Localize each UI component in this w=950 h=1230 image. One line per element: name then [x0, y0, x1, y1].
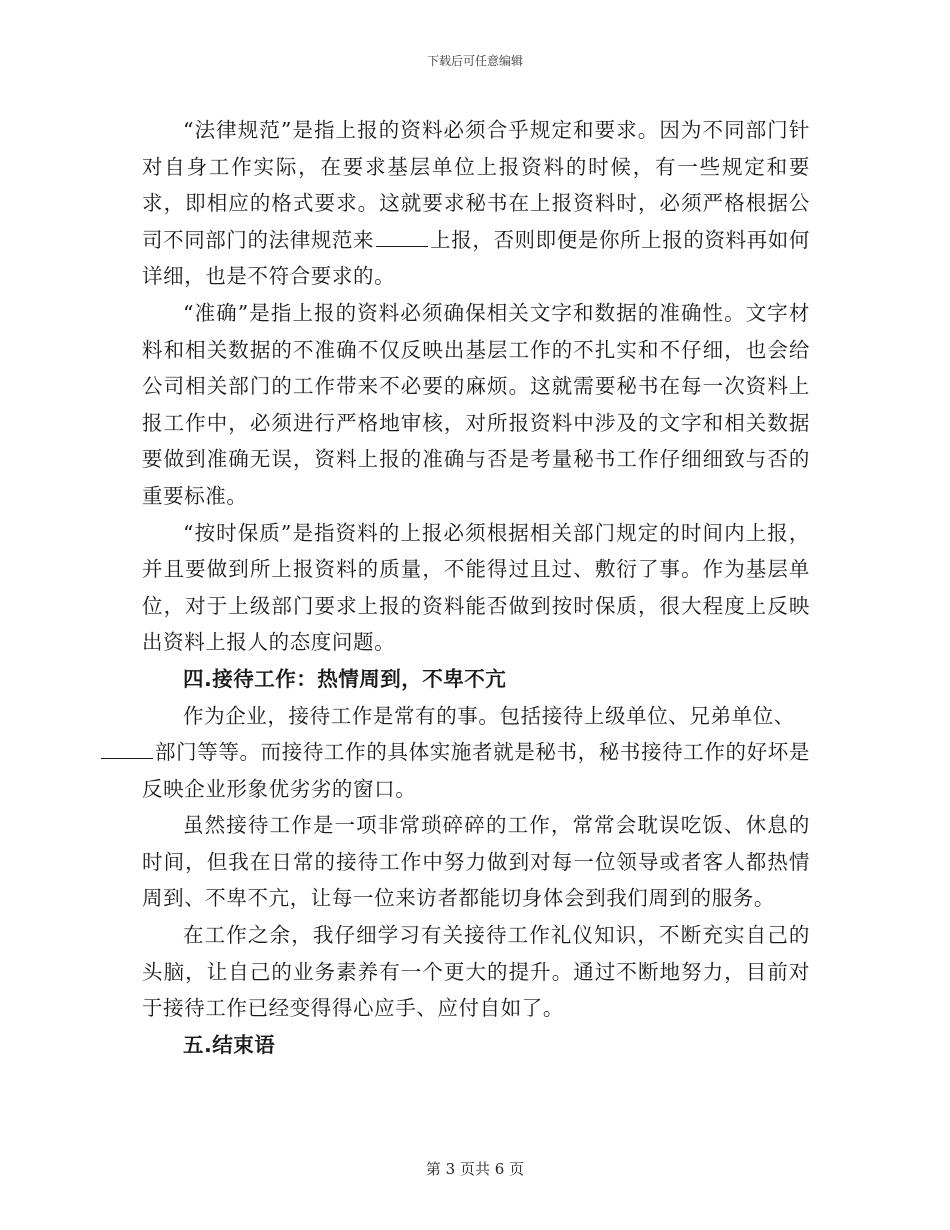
paragraph-on-time-quality: “按时保质”是指资料的上报必须根据相关部门规定的时间内上报，并且要做到所上报资料的质量，不能得过且过、敷衍了事。作为基层单位，对于上级部门要求上报的资料能否做到按时保质，很大程度上反映出资料上报人的态度问题。: [142, 520, 810, 655]
paragraph-reception-intro: [142, 698, 810, 808]
paragraph-reception-effort: 虽然接待工作是一项非常琐碎碎的工作，常常会耽误吃饭、休息的时间，但我在日常的接待工作中努力做到对每一位领导或者客人都热情周到、不卑不亢，让每一位来访者都能切身体会到我们周到的服务。: [142, 813, 810, 911]
paragraph-text: 作为企业，接待工作是常有的事。包括接待上级单位、兄弟单位、: [183, 703, 795, 728]
section-heading-reception: 四.接待工作：热情周到，不卑不亢: [183, 666, 507, 691]
paragraph-reception-study: 在工作之余，我仔细学习有关接待工作礼仪知识，不断充实自己的头脑，让自己的业务素养有一个更大的提升。通过不断地努力，目前对于接待工作已经变得得心应手、应付自如了。: [142, 923, 810, 1021]
paragraph-accuracy: “准确”是指上报的资料必须确保相关文字和数据的准确性。文字材料和相关数据的不准确不仅反映出基层工作的不扎实和不仔细，也会给公司相关部门的工作带来不必要的麻烦。这就需要秘书在每一次资料上报工作中，必须进行严格地审核，对所报资料中涉及的文字和相关数据要做到准确无误，资料上报的准确与否是考量秘书工作仔细细致与否的重要标准。: [142, 300, 810, 508]
paragraph-legal-norms: [142, 112, 810, 295]
paragraph-text: “法律规范”是指上报的资料必须合乎规定和要求。因为不同部门针对自身工作实际，在要求基层单位上报资料的时候，有一些规定和要求，即相应的格式要求。这就要求秘书在上报资料时，必须严格根据公司不同部门的法律规范来: [142, 118, 810, 252]
paragraph-text: 上报，否则即便是你所上报的资料再如何详细，也是不符合要求的。: [142, 227, 810, 289]
document-body: [142, 112, 810, 1063]
section-heading-conclusion: 五.结束语: [183, 1032, 276, 1057]
paragraph-text: 部门等等。而接待工作的具体实施者就是秘书，秘书接待工作的好坏是反映企业形象优劣劣的窗口。: [142, 740, 810, 801]
page-header: 下载后可任意编辑: [426, 54, 523, 68]
fill-in-blank: [376, 228, 428, 247]
fill-in-blank: [101, 740, 153, 759]
page-number: 第 3 页共 6 页: [425, 1160, 525, 1178]
